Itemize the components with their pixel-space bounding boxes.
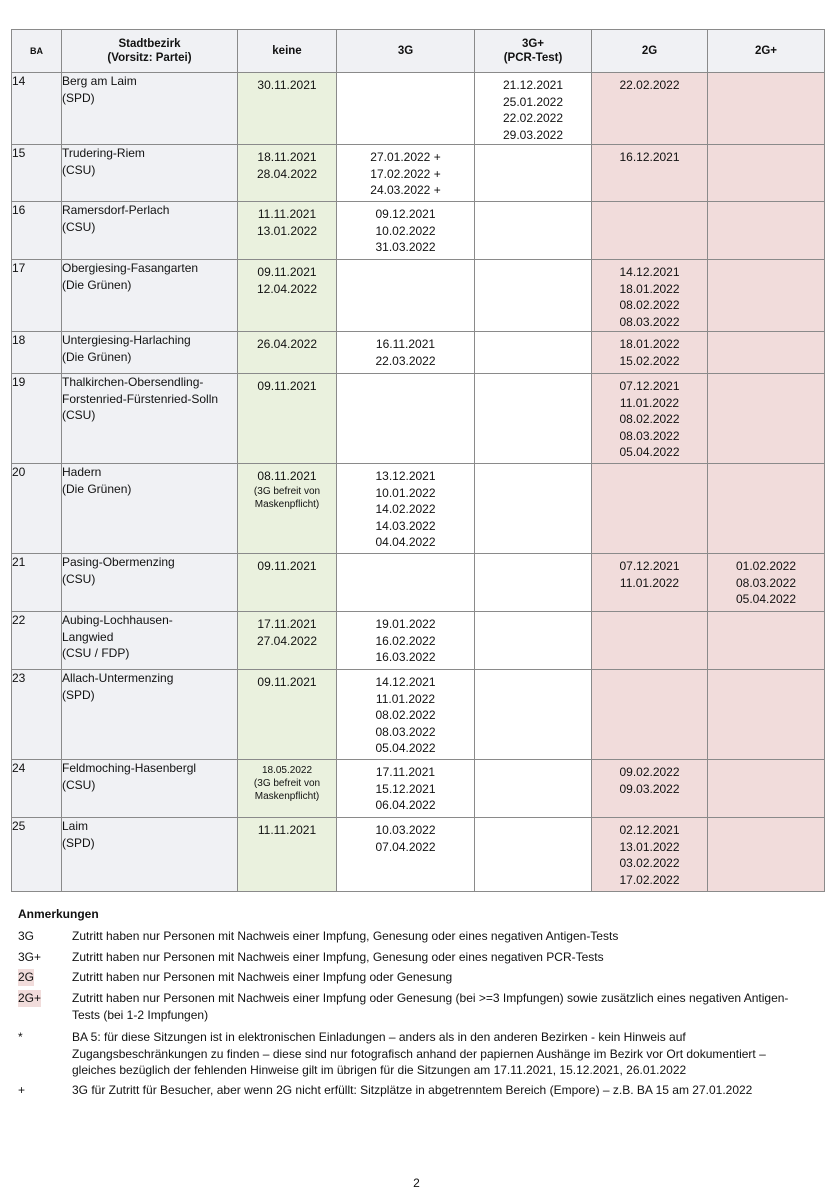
cell-3g bbox=[337, 670, 475, 760]
cell-3g-plus bbox=[475, 612, 592, 670]
cell-keine bbox=[238, 612, 337, 670]
cell-2g-content bbox=[592, 332, 707, 369]
cell-3g-plus-content bbox=[475, 760, 591, 764]
stadtbezirk-line: (SPD) bbox=[62, 90, 95, 105]
stadtbezirk-line: Thalkirchen-Obersendling- bbox=[62, 375, 204, 389]
cell-2g-plus bbox=[708, 374, 825, 464]
date-entry: 18.01.2022 bbox=[619, 337, 680, 351]
table-row bbox=[12, 818, 825, 892]
date-entry: 09.11.2021 bbox=[257, 675, 317, 689]
cell-keine-content bbox=[238, 73, 336, 94]
cell-2g-plus-content bbox=[708, 260, 824, 264]
stadtbezirk-line: (Die Grünen) bbox=[62, 481, 132, 496]
table-row bbox=[12, 202, 825, 260]
cell-keine bbox=[238, 202, 337, 260]
notes-heading: Anmerkungen bbox=[18, 907, 99, 921]
stadtbezirk-line: (CSU / FDP) bbox=[62, 646, 130, 660]
cell-2g-plus-content bbox=[708, 332, 824, 336]
date-entry: 18.11.2021 bbox=[257, 150, 317, 164]
header-3g-plus bbox=[475, 30, 592, 73]
note-label: 3G+ bbox=[18, 950, 42, 964]
cell-ba: 22 bbox=[12, 612, 62, 670]
date-entry: 22.02.2022 bbox=[502, 111, 564, 125]
date-entry: 08.03.2022 bbox=[375, 724, 436, 739]
cell-keine bbox=[238, 332, 337, 374]
stadtbezirk-line: Trudering-Riem bbox=[62, 146, 145, 160]
cell-3g bbox=[337, 374, 475, 464]
date-entry: 08.02.2022 bbox=[375, 708, 436, 722]
date-entry: 01.02.2022 bbox=[735, 559, 797, 573]
cell-2g bbox=[592, 73, 708, 145]
cell-3g-content bbox=[337, 760, 474, 814]
cell-keine-content bbox=[238, 670, 336, 691]
cell-3g-plus bbox=[475, 464, 592, 554]
stadtbezirk-line: Laim bbox=[62, 819, 89, 833]
date-entry: 08.03.2022 bbox=[619, 428, 680, 443]
date-entry: 14.12.2021 bbox=[619, 265, 680, 279]
cell-2g-plus bbox=[708, 670, 825, 760]
stadtbezirk-line: Feldmoching-Hasenbergl bbox=[62, 761, 197, 775]
date-entry: 18.01.2022 bbox=[619, 281, 680, 296]
stadtbezirk-line: (Die Grünen) bbox=[62, 277, 132, 292]
stadtbezirk-line: Allach-Untermenzing bbox=[62, 671, 174, 685]
table-row bbox=[12, 760, 825, 818]
date-entry: 11.01.2022 bbox=[375, 691, 436, 706]
date-entry: 16.02.2022 bbox=[375, 633, 436, 648]
date-entry: 07.04.2022 bbox=[375, 839, 436, 854]
cell-stadtbezirk bbox=[62, 464, 238, 554]
cell-3g-plus bbox=[475, 260, 592, 332]
cell-2g-plus bbox=[708, 145, 825, 202]
cell-stadtbezirk bbox=[62, 670, 238, 760]
cell-3g-content bbox=[337, 818, 474, 855]
note-text: BA 5: für diese Sitzungen ist in elektronischen Einladungen – anders als in den anderen Bezirken - kein Hinweis auf Zugangsbeschränkungen zu finden – diese sind nur fotografisch anhand der papiernen Aushänge im Bezirk vor Ort dokumentiert – gleiches bezüglich der fehlenden Hinweise gilt im übrigen für die Sitzungen am 17.11.2021, 15.12.2021, 26.01.2022 bbox=[72, 1030, 766, 1077]
stadtbezirk-line: (CSU) bbox=[62, 162, 96, 177]
date-entry: 11.01.2022 bbox=[619, 575, 680, 590]
date-entry: 07.12.2021 bbox=[619, 559, 680, 573]
meetings-table bbox=[11, 29, 825, 892]
cell-ba: 16 bbox=[12, 202, 62, 260]
date-entry: 21.12.2021 bbox=[502, 78, 564, 92]
cell-2g-content bbox=[592, 374, 707, 461]
cell-3g-plus-content bbox=[475, 260, 591, 264]
stadtbezirk-line: Hadern bbox=[62, 465, 102, 479]
cell-3g bbox=[337, 760, 475, 818]
note-text: Zutritt haben nur Personen mit Nachweis einer Impfung oder Genesung bbox=[72, 970, 453, 984]
stadtbezirk-line: Ramersdorf-Perlach bbox=[62, 203, 170, 217]
cell-keine-content bbox=[238, 818, 336, 839]
cell-keine bbox=[238, 818, 337, 892]
cell-3g bbox=[337, 554, 475, 612]
stadtbezirk-line: Untergiesing-Harlaching bbox=[62, 333, 191, 347]
table-row bbox=[12, 332, 825, 374]
date-entry: 31.03.2022 bbox=[375, 240, 436, 254]
cell-2g-plus-content bbox=[708, 145, 824, 149]
stadtbezirk-line: (Die Grünen) bbox=[62, 349, 132, 364]
cell-3g-plus-content bbox=[475, 612, 591, 616]
cell-3g-plus bbox=[475, 670, 592, 760]
cell-2g-plus-content bbox=[708, 464, 824, 468]
cell-2g-content bbox=[592, 554, 707, 591]
date-entry: 03.02.2022 bbox=[619, 856, 680, 870]
cell-2g-plus bbox=[708, 332, 825, 374]
cell-2g-plus bbox=[708, 760, 825, 818]
cell-2g bbox=[592, 464, 708, 554]
cell-2g-content bbox=[592, 260, 707, 330]
cell-2g bbox=[592, 332, 708, 374]
cell-3g bbox=[337, 818, 475, 892]
cell-keine bbox=[238, 73, 337, 145]
date-entry: 09.03.2022 bbox=[619, 781, 680, 796]
cell-3g-plus bbox=[475, 145, 592, 202]
cell-ba: 15 bbox=[12, 145, 62, 202]
date-entry: 13.01.2022 bbox=[619, 839, 680, 854]
cell-3g bbox=[337, 202, 475, 260]
cell-stadtbezirk bbox=[62, 73, 238, 145]
stadtbezirk-line: Langwied bbox=[62, 629, 114, 644]
stadtbezirk-line: (CSU) bbox=[62, 408, 96, 422]
note-text: 3G für Zutritt für Besucher, aber wenn 2G nicht erfüllt: Sitzplätze in abgetrenntem Bereich (Empore) – z.B. BA 15 am 27.01.2022 bbox=[72, 1083, 753, 1097]
table-row bbox=[12, 374, 825, 464]
date-entry: 13.12.2021 bbox=[375, 469, 436, 483]
date-entry: 22.03.2022 bbox=[375, 353, 436, 368]
keine-note-line: (3G befreit von bbox=[253, 485, 321, 497]
cell-2g bbox=[592, 760, 708, 818]
date-entry: 08.02.2022 bbox=[619, 412, 680, 426]
cell-3g-plus-content bbox=[475, 670, 591, 674]
page-number: 2 bbox=[413, 1176, 420, 1190]
cell-ba: 14 bbox=[12, 73, 62, 145]
date-entry: 08.02.2022 bbox=[619, 298, 680, 312]
stadtbezirk-line: (CSU) bbox=[62, 219, 96, 234]
cell-keine-content bbox=[238, 374, 336, 395]
cell-ba: 18 bbox=[12, 332, 62, 374]
cell-2g bbox=[592, 612, 708, 670]
cell-2g-plus bbox=[708, 818, 825, 892]
table-body bbox=[12, 73, 825, 892]
note-text: Zutritt haben nur Personen mit Nachweis einer Impfung, Genesung oder eines negativen Antigen-Tests bbox=[72, 929, 619, 943]
date-entry: 09.11.2021 bbox=[257, 559, 317, 573]
cell-2g bbox=[592, 260, 708, 332]
cell-3g-content bbox=[337, 374, 474, 378]
date-entry: 05.04.2022 bbox=[735, 592, 797, 606]
date-entry: 06.04.2022 bbox=[375, 798, 436, 812]
cell-2g-plus-content bbox=[708, 554, 824, 608]
cell-2g-content bbox=[592, 670, 707, 674]
date-entry: 17.11.2021 bbox=[375, 765, 436, 779]
cell-ba: 25 bbox=[12, 818, 62, 892]
note-label: 3G bbox=[18, 929, 35, 943]
cell-keine bbox=[238, 554, 337, 612]
cell-3g-content bbox=[337, 612, 474, 666]
cell-2g-content bbox=[592, 145, 707, 166]
date-entry: 10.03.2022 bbox=[375, 823, 436, 837]
date-entry: 07.12.2021 bbox=[619, 379, 680, 393]
table-header-row bbox=[12, 30, 825, 73]
date-entry: 04.04.2022 bbox=[375, 535, 436, 549]
header-keine: keine bbox=[238, 30, 337, 73]
stadtbezirk-line: Aubing-Lochhausen- bbox=[62, 613, 173, 627]
date-entry: 27.04.2022 bbox=[256, 633, 318, 648]
stadtbezirk-line: (SPD) bbox=[62, 687, 95, 702]
date-entry: 16.11.2021 bbox=[375, 337, 436, 351]
cell-2g bbox=[592, 670, 708, 760]
date-entry: 14.02.2022 bbox=[375, 502, 436, 516]
date-entry: 12.04.2022 bbox=[256, 281, 318, 296]
cell-3g-plus bbox=[475, 332, 592, 374]
stadtbezirk-line: Pasing-Obermenzing bbox=[62, 555, 175, 569]
cell-2g-plus bbox=[708, 73, 825, 145]
keine-note-line: (3G befreit von bbox=[253, 778, 321, 789]
cell-2g-plus bbox=[708, 464, 825, 554]
stadtbezirk-line: Berg am Laim bbox=[62, 74, 137, 88]
cell-3g-content bbox=[337, 464, 474, 551]
table-row bbox=[12, 260, 825, 332]
date-entry: 09.02.2022 bbox=[619, 765, 680, 779]
cell-3g-plus-content bbox=[475, 374, 591, 378]
cell-2g-content bbox=[592, 202, 707, 206]
cell-2g bbox=[592, 202, 708, 260]
date-entry: 09.12.2021 bbox=[375, 207, 436, 221]
table-row bbox=[12, 612, 825, 670]
date-entry: 25.01.2022 bbox=[502, 94, 564, 109]
note-label: 2G bbox=[18, 970, 35, 984]
cell-2g-content bbox=[592, 73, 707, 94]
cell-3g bbox=[337, 464, 475, 554]
cell-ba: 20 bbox=[12, 464, 62, 554]
cell-keine-content bbox=[238, 554, 336, 575]
note-text: Zutritt haben nur Personen mit Nachweis einer Impfung oder Genesung (bei >=3 Impfungen) sowie zusätzlich eines negativen Antigen-Tests (bei 1-2 Impfungen) bbox=[72, 991, 789, 1022]
date-entry: 05.04.2022 bbox=[375, 741, 436, 755]
table-row bbox=[12, 145, 825, 202]
date-entry: 19.01.2022 bbox=[375, 617, 436, 631]
cell-3g-plus-content bbox=[475, 332, 591, 336]
keine-note-line: Maskenpflicht) bbox=[254, 791, 320, 802]
cell-3g-plus bbox=[475, 760, 592, 818]
cell-ba: 19 bbox=[12, 374, 62, 464]
cell-2g-content bbox=[592, 612, 707, 616]
table-row bbox=[12, 464, 825, 554]
cell-ba: 17 bbox=[12, 260, 62, 332]
cell-3g-plus-content bbox=[475, 554, 591, 558]
cell-keine-content bbox=[238, 145, 336, 182]
date-entry: 14.03.2022 bbox=[375, 518, 436, 533]
date-entry: 17.02.2022 bbox=[619, 872, 680, 887]
cell-keine-content bbox=[238, 612, 336, 649]
cell-ba: 21 bbox=[12, 554, 62, 612]
date-entry: 09.11.2021 bbox=[257, 265, 317, 279]
cell-stadtbezirk bbox=[62, 332, 238, 374]
date-entry: 13.01.2022 bbox=[256, 223, 318, 238]
date-entry: 17.02.2022 + bbox=[370, 166, 441, 181]
date-entry: 16.12.2021 bbox=[619, 150, 680, 164]
cell-3g-content bbox=[337, 145, 474, 199]
stadtbezirk-line: Forstenried-Fürstenried-Solln bbox=[62, 391, 219, 406]
table-row bbox=[12, 73, 825, 145]
table-row bbox=[12, 554, 825, 612]
cell-2g-plus-content bbox=[708, 202, 824, 206]
date-entry: 30.11.2021 bbox=[257, 78, 317, 92]
date-entry: 22.02.2022 bbox=[619, 78, 680, 92]
cell-2g-plus bbox=[708, 554, 825, 612]
header-stadtbezirk bbox=[62, 30, 238, 73]
cell-stadtbezirk bbox=[62, 818, 238, 892]
header-3g-plus-line1: 3G+ bbox=[521, 38, 545, 50]
date-entry: 09.11.2021 bbox=[257, 379, 317, 393]
date-entry: 10.01.2022 bbox=[375, 485, 436, 500]
date-entry: 24.03.2022 + bbox=[370, 183, 441, 197]
date-entry: 29.03.2022 bbox=[502, 127, 564, 142]
cell-2g-content bbox=[592, 464, 707, 468]
cell-2g-plus-content bbox=[708, 612, 824, 616]
cell-3g-plus-content bbox=[475, 818, 591, 822]
date-entry: 02.12.2021 bbox=[619, 823, 680, 837]
cell-3g-plus bbox=[475, 554, 592, 612]
cell-3g-plus bbox=[475, 374, 592, 464]
cell-3g-plus bbox=[475, 73, 592, 145]
cell-3g-plus-content bbox=[475, 73, 591, 143]
header-ba: BA bbox=[12, 30, 62, 73]
date-entry: 14.12.2021 bbox=[375, 675, 436, 689]
header-2g: 2G bbox=[592, 30, 708, 73]
cell-ba: 24 bbox=[12, 760, 62, 818]
keine-note-line: 18.05.2022 bbox=[261, 765, 313, 776]
stadtbezirk-line: (CSU) bbox=[62, 571, 96, 586]
cell-3g-content bbox=[337, 260, 474, 264]
cell-2g-plus-content bbox=[708, 760, 824, 764]
cell-3g-plus-content bbox=[475, 202, 591, 206]
cell-2g bbox=[592, 554, 708, 612]
cell-2g-content bbox=[592, 818, 707, 888]
cell-2g bbox=[592, 145, 708, 202]
date-entry: 16.03.2022 bbox=[375, 650, 436, 664]
note-text: Zutritt haben nur Personen mit Nachweis einer Impfung, Genesung oder eines negativen PCR-Tests bbox=[72, 950, 604, 964]
date-entry: 28.04.2022 bbox=[256, 166, 318, 181]
date-entry: 27.01.2022 + bbox=[370, 150, 441, 164]
note-label: * bbox=[18, 1030, 23, 1044]
cell-2g-plus-content bbox=[708, 670, 824, 674]
cell-stadtbezirk bbox=[62, 202, 238, 260]
date-entry: 11.01.2022 bbox=[619, 395, 680, 410]
date-entry: 26.04.2022 bbox=[256, 337, 318, 351]
cell-3g-plus-content bbox=[475, 464, 591, 468]
cell-2g-plus-content bbox=[708, 818, 824, 822]
header-stadtbezirk-line2: (Vorsitz: Partei) bbox=[107, 52, 192, 64]
cell-keine-content bbox=[238, 464, 336, 511]
cell-keine-content bbox=[238, 332, 336, 353]
date-entry: 15.12.2021 bbox=[375, 781, 436, 796]
cell-3g-content bbox=[337, 554, 474, 558]
cell-stadtbezirk bbox=[62, 612, 238, 670]
cell-keine bbox=[238, 145, 337, 202]
cell-keine bbox=[238, 260, 337, 332]
cell-3g-plus bbox=[475, 818, 592, 892]
cell-keine bbox=[238, 670, 337, 760]
cell-3g-content bbox=[337, 332, 474, 369]
date-entry: 11.11.2021 bbox=[257, 207, 317, 221]
cell-3g bbox=[337, 332, 475, 374]
stadtbezirk-line: (CSU) bbox=[62, 777, 96, 792]
date-entry: 10.02.2022 bbox=[375, 223, 436, 238]
cell-2g-content bbox=[592, 760, 707, 797]
cell-stadtbezirk bbox=[62, 554, 238, 612]
header-3g: 3G bbox=[337, 30, 475, 73]
date-entry: 08.03.2022 bbox=[735, 575, 797, 590]
cell-keine-content bbox=[238, 202, 336, 239]
note-label: 2G+ bbox=[18, 991, 42, 1005]
cell-2g-plus bbox=[708, 202, 825, 260]
cell-3g bbox=[337, 260, 475, 332]
cell-stadtbezirk bbox=[62, 760, 238, 818]
cell-stadtbezirk bbox=[62, 145, 238, 202]
keine-note-line: Maskenpflicht) bbox=[254, 498, 320, 510]
date-entry: 11.11.2021 bbox=[257, 823, 317, 837]
cell-2g-plus-content bbox=[708, 374, 824, 378]
date-entry: 05.04.2022 bbox=[619, 445, 680, 459]
date-entry: 15.02.2022 bbox=[619, 353, 680, 368]
header-3g-plus-line2: (PCR-Test) bbox=[503, 52, 563, 64]
cell-3g-plus bbox=[475, 202, 592, 260]
table-row bbox=[12, 670, 825, 760]
cell-3g bbox=[337, 612, 475, 670]
cell-keine bbox=[238, 760, 337, 818]
cell-2g-plus bbox=[708, 260, 825, 332]
cell-2g-plus bbox=[708, 612, 825, 670]
cell-3g-content bbox=[337, 202, 474, 256]
cell-3g-content bbox=[337, 670, 474, 757]
stadtbezirk-line: Obergiesing-Fasangarten bbox=[62, 261, 199, 275]
cell-2g bbox=[592, 374, 708, 464]
cell-3g bbox=[337, 145, 475, 202]
date-entry: 08.11.2021 bbox=[257, 469, 317, 483]
cell-keine-content bbox=[238, 760, 336, 803]
header-2g-plus: 2G+ bbox=[708, 30, 825, 73]
cell-ba: 23 bbox=[12, 670, 62, 760]
cell-keine bbox=[238, 464, 337, 554]
cell-keine bbox=[238, 374, 337, 464]
date-entry: 08.03.2022 bbox=[619, 314, 680, 329]
cell-2g bbox=[592, 818, 708, 892]
cell-2g-plus-content bbox=[708, 73, 824, 77]
cell-3g bbox=[337, 73, 475, 145]
date-entry: 17.11.2021 bbox=[257, 617, 317, 631]
header-stadtbezirk-line1: Stadtbezirk bbox=[118, 38, 181, 50]
cell-stadtbezirk bbox=[62, 260, 238, 332]
cell-3g-content bbox=[337, 73, 474, 77]
cell-keine-content bbox=[238, 260, 336, 297]
cell-stadtbezirk bbox=[62, 374, 238, 464]
note-label: + bbox=[18, 1083, 26, 1097]
stadtbezirk-line: (SPD) bbox=[62, 835, 95, 850]
cell-3g-plus-content bbox=[475, 145, 591, 149]
